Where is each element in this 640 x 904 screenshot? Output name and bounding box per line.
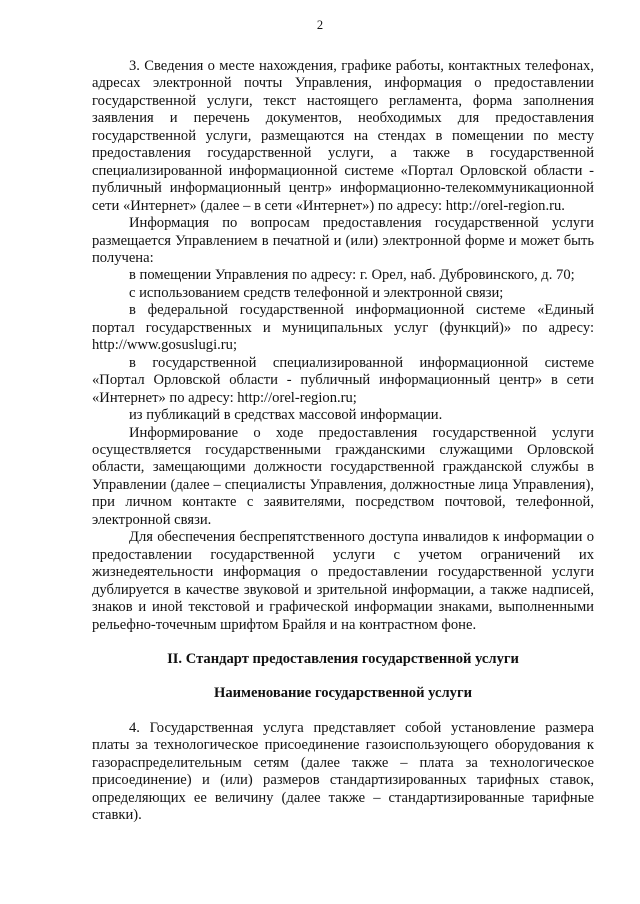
paragraph-info-availability: Информация по вопросам предоставления государственной услуги размещается Управлением в печатной и (или) электронной форме и может быть получена: [92,215,594,266]
paragraph-informing-progress: Информирование о ходе предоставления государственной услуги осуществляется государственными гражданскими служащими Орловской области, замещающими должности государственной гражданской службы в Управлении (далее – специалисты Управления, должностные лица Управления), при личном контакте с заявителями, посредством почтовой, телефонной, электронной связи. [92,424,594,528]
list-item-federal-portal: в федеральной государственной информационной системе «Единый портал государственных и муниципальных услуг (функций)» по адресу: http://www.gosuslugi.ru; [92,302,594,354]
paragraph-3-info-placement: 3. Сведения о месте нахождения, графике работы, контактных телефонах, адресах электронной почты Управления, информация о предоставлении государственной услуги, текст настоящего регламента, форма заполнения заявления и перечень документов, необходимых для предоставления государственной услуги, размещаются на стендах в помещении по месту предоставления государственной услуги, а также в государственной специализированной информационной системе «Портал Орловской области - публичный информационный центр» информационно-телекоммуникационной сети «Интернет» (далее – в сети «Интернет») по адресу: http://orel-region.ru. [92,58,594,214]
list-item-office-address: в помещении Управления по адресу: г. Орел, наб. Дубровинского, д. 70; [129,267,575,284]
list-item-phone-email: с использованием средств телефонной и электронной связи; [129,284,504,301]
paragraph-4-service-definition: 4. Государственная услуга представляет собой установление размера платы за технологическое присоединение газоиспользующего оборудования к газораспределительным сетям (далее также – плата за технологическое присоединение) и (или) размеров стандартизированных тарифных ставок, определяющих ее величину (далее также – стандартизированные тарифные ставки). [92,719,594,824]
list-item-mass-media: из публикаций в средствах массовой информации. [129,407,443,424]
subsection-heading: Наименование государственной услуги [214,685,472,702]
list-item-regional-portal: в государственной специализированной информационной системе «Портал Орловской области - публичный информационный центр» в сети «Интернет» по адресу: http://orel-region.ru; [92,354,594,406]
page-number: 2 [316,18,324,32]
document-body [92,58,594,825]
paragraph-disability-access: Для обеспечения беспрепятственного доступа инвалидов к информации о предоставлении государственной услуги с учетом ограничений их жизнедеятельности информация о предоставлении государственной услуги дублируется в качестве звуковой и зрительной информации, а также надписей, знаков и иной текстовой и графической информации знаками, выполненными рельефно-точечным шрифтом Брайля и на контрастном фоне. [92,529,594,633]
section-heading: II. Стандарт предоставления государственной услуги [167,650,519,667]
